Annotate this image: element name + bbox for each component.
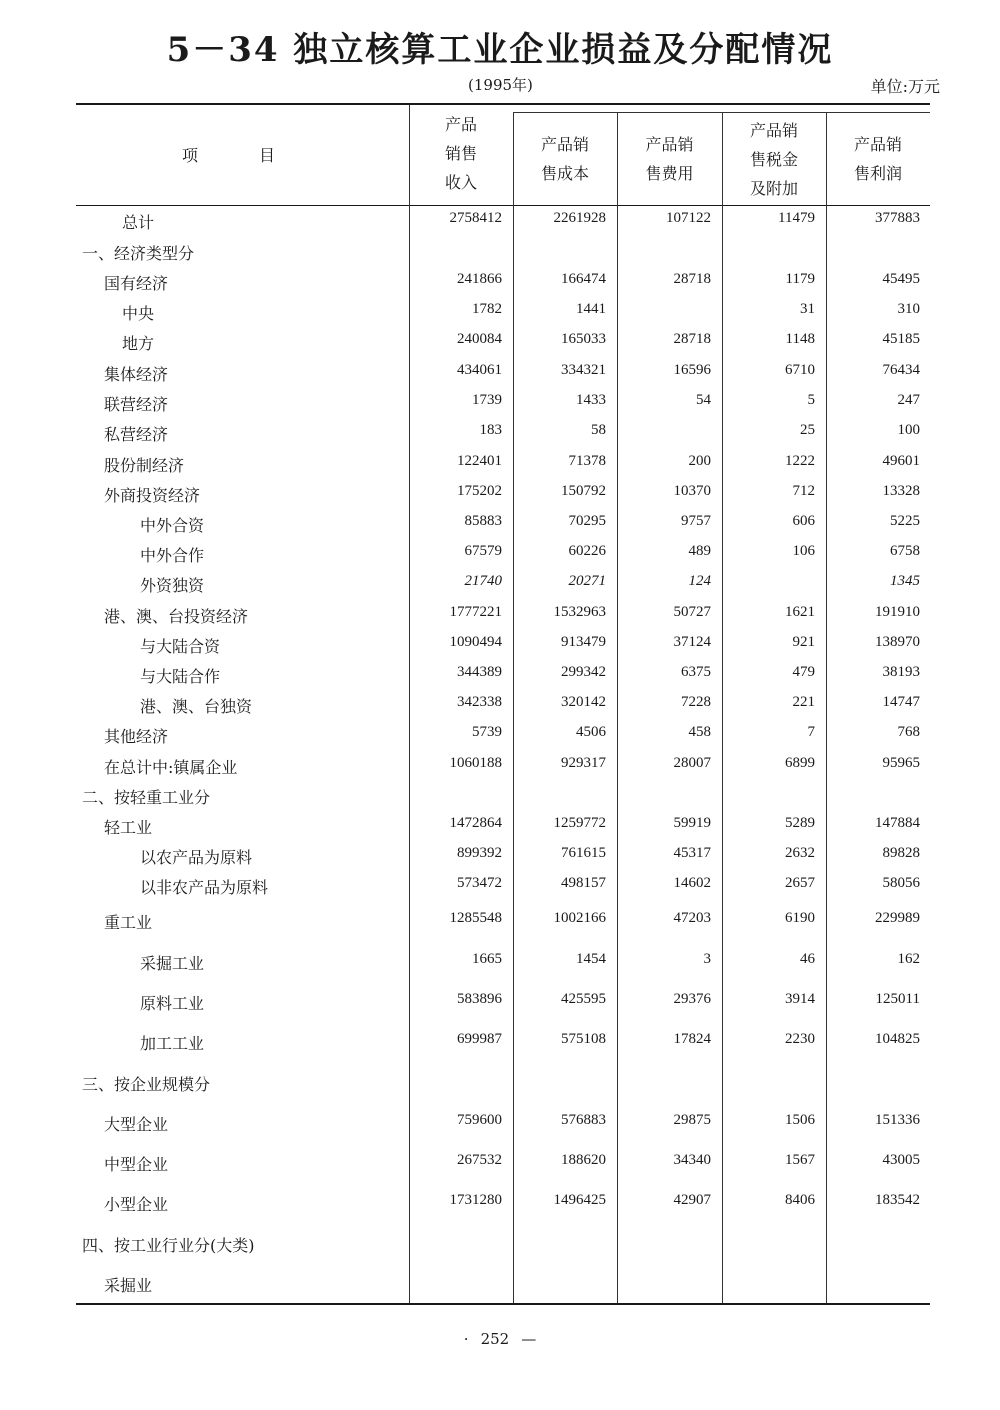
row-label: 中型企业 — [104, 1155, 169, 1174]
header-sales-revenue: 产品 销售 收入 — [444, 115, 477, 192]
table-row — [76, 418, 930, 448]
row-label: 以农产品为原料 — [140, 848, 253, 867]
cell-value: 6710 — [785, 362, 815, 378]
cell-value: 138970 — [875, 634, 920, 650]
cell-value: 125011 — [875, 991, 920, 1007]
table-row — [76, 660, 930, 690]
cell-value: 377883 — [875, 210, 920, 226]
table-row — [76, 1269, 930, 1299]
cell-value: 104825 — [875, 1031, 920, 1047]
cell-value: 334321 — [561, 362, 606, 378]
table-row — [76, 811, 930, 841]
cell-value: 241866 — [457, 271, 502, 287]
cell-value: 50727 — [673, 604, 711, 620]
table-row — [76, 449, 930, 479]
row-label: 与大陆合作 — [140, 667, 221, 686]
cell-value: 183 — [479, 422, 502, 438]
table-top-rule — [76, 103, 930, 105]
cell-value: 14602 — [673, 875, 711, 891]
cell-value: 14747 — [882, 694, 920, 710]
cell-value: 1782 — [472, 301, 502, 317]
cell-value: 54 — [696, 392, 711, 408]
cell-value: 310 — [897, 301, 920, 317]
cell-value: 29875 — [673, 1112, 711, 1128]
cell-value: 147884 — [875, 815, 920, 831]
cell-value: 899392 — [457, 845, 502, 861]
row-label: 外商投资经济 — [104, 486, 201, 505]
cell-value: 76434 — [882, 362, 920, 378]
header-sales-tax: 产品销 售税金 及附加 — [749, 121, 798, 198]
row-label: 港、澳、台投资经济 — [104, 607, 249, 626]
table-row — [76, 206, 930, 236]
table-row — [76, 327, 930, 357]
cell-value: 28718 — [673, 331, 711, 347]
row-label: 股份制经济 — [104, 456, 185, 475]
cell-value: 4506 — [576, 724, 606, 740]
cell-value: 16596 — [673, 362, 711, 378]
cell-value: 498157 — [561, 875, 606, 891]
cell-value: 191910 — [875, 604, 920, 620]
row-label: 原料工业 — [140, 994, 205, 1013]
table-row — [76, 237, 930, 267]
row-label: 三、按企业规模分 — [82, 1075, 211, 1094]
cell-value: 240084 — [457, 331, 502, 347]
table-row — [76, 388, 930, 418]
cell-value: 458 — [688, 724, 711, 740]
cell-value: 1259772 — [553, 815, 606, 831]
cell-value: 34340 — [673, 1152, 711, 1168]
table-row — [76, 358, 930, 388]
table-row — [76, 841, 930, 871]
table-row — [76, 1148, 930, 1178]
table-row — [76, 871, 930, 901]
cell-value: 247 — [897, 392, 920, 408]
cell-value: 229989 — [875, 910, 920, 926]
header-item: 项 目 — [181, 146, 304, 165]
row-label: 其他经济 — [104, 727, 169, 746]
table-row — [76, 630, 930, 660]
table-row — [76, 569, 930, 599]
cell-value: 49601 — [882, 453, 920, 469]
cell-value: 768 — [897, 724, 920, 740]
row-label: 大型企业 — [104, 1115, 169, 1134]
cell-value: 95965 — [882, 755, 920, 771]
cell-value: 1454 — [576, 951, 606, 967]
cell-value: 1567 — [785, 1152, 815, 1168]
cell-value: 6190 — [785, 910, 815, 926]
cell-value: 1148 — [785, 331, 815, 347]
cell-value: 45185 — [882, 331, 920, 347]
cell-value: 6899 — [785, 755, 815, 771]
cell-value: 13328 — [882, 483, 920, 499]
cell-value: 913479 — [561, 634, 606, 650]
cell-value: 1090494 — [449, 634, 502, 650]
page-title: 5－34 独立核算工业企业损益及分配情况 — [166, 30, 834, 70]
cell-value: 17824 — [673, 1031, 711, 1047]
row-label: 四、按工业行业分(大类) — [82, 1236, 255, 1255]
cell-value: 46 — [800, 951, 815, 967]
cell-value: 1222 — [785, 453, 815, 469]
cell-value: 342338 — [457, 694, 502, 710]
cell-value: 38193 — [882, 664, 920, 680]
cell-value: 58 — [591, 422, 606, 438]
cell-value: 162 — [897, 951, 920, 967]
cell-value: 200 — [688, 453, 711, 469]
cell-value: 8406 — [785, 1192, 815, 1208]
cell-value: 42907 — [673, 1192, 711, 1208]
cell-value: 7 — [807, 724, 815, 740]
cell-value: 20271 — [568, 573, 606, 589]
row-label: 以非农产品为原料 — [140, 878, 269, 897]
cell-value: 107122 — [666, 210, 711, 226]
table-row — [76, 1068, 930, 1098]
cell-value: 25 — [800, 422, 815, 438]
cell-value: 10370 — [673, 483, 711, 499]
cell-value: 1532963 — [553, 604, 606, 620]
cell-value: 85883 — [464, 513, 502, 529]
row-label: 联营经济 — [104, 395, 169, 414]
cell-value: 124 — [688, 573, 711, 589]
page-number: · 252 — — [463, 1330, 537, 1348]
cell-value: 1621 — [785, 604, 815, 620]
cell-value: 37124 — [673, 634, 711, 650]
row-label: 加工工业 — [140, 1034, 205, 1053]
cell-value: 489 — [688, 543, 711, 559]
cell-value: 267532 — [457, 1152, 502, 1168]
table-row — [76, 906, 930, 936]
cell-value: 1496425 — [553, 1192, 606, 1208]
cell-value: 1285548 — [449, 910, 502, 926]
cell-value: 106 — [792, 543, 815, 559]
header-sub-rule — [513, 112, 930, 113]
row-label: 私营经济 — [104, 425, 169, 444]
cell-value: 7228 — [681, 694, 711, 710]
cell-value: 43005 — [882, 1152, 920, 1168]
row-label: 采掘业 — [104, 1276, 153, 1295]
cell-value: 6758 — [890, 543, 920, 559]
cell-value: 28718 — [673, 271, 711, 287]
row-label: 中外合资 — [140, 516, 205, 535]
cell-value: 1665 — [472, 951, 502, 967]
table-row — [76, 720, 930, 750]
cell-value: 1060188 — [449, 755, 502, 771]
cell-value: 1002166 — [553, 910, 606, 926]
year-note: (1995年) — [468, 76, 533, 94]
row-label: 中央 — [122, 304, 155, 323]
cell-value: 921 — [792, 634, 815, 650]
cell-value: 47203 — [673, 910, 711, 926]
cell-value: 5225 — [890, 513, 920, 529]
cell-value: 59919 — [673, 815, 711, 831]
cell-value: 122401 — [457, 453, 502, 469]
header-sales-profit: 产品销 售利润 — [853, 135, 902, 183]
cell-value: 71378 — [568, 453, 606, 469]
cell-value: 3914 — [785, 991, 815, 1007]
cell-value: 165033 — [561, 331, 606, 347]
cell-value: 573472 — [457, 875, 502, 891]
header-sales-cost: 产品销 售成本 — [540, 135, 589, 183]
cell-value: 29376 — [673, 991, 711, 1007]
row-label: 一、经济类型分 — [82, 244, 195, 263]
cell-value: 11479 — [778, 210, 815, 226]
cell-value: 60226 — [568, 543, 606, 559]
cell-value: 434061 — [457, 362, 502, 378]
row-label: 地方 — [122, 334, 155, 353]
cell-value: 175202 — [457, 483, 502, 499]
table-row — [76, 297, 930, 327]
row-label: 二、按轻重工业分 — [82, 788, 211, 807]
row-label: 外资独资 — [140, 576, 205, 595]
cell-value: 1433 — [576, 392, 606, 408]
cell-value: 166474 — [561, 271, 606, 287]
cell-value: 151336 — [875, 1112, 920, 1128]
table-row — [76, 1229, 930, 1259]
cell-value: 1506 — [785, 1112, 815, 1128]
cell-value: 759600 — [457, 1112, 502, 1128]
row-label: 港、澳、台独资 — [140, 697, 253, 716]
cell-value: 344389 — [457, 664, 502, 680]
table-row — [76, 781, 930, 811]
cell-value: 712 — [792, 483, 815, 499]
cell-value: 5289 — [785, 815, 815, 831]
cell-value: 45317 — [673, 845, 711, 861]
cell-value: 299342 — [561, 664, 606, 680]
table-row — [76, 600, 930, 630]
cell-value: 6375 — [681, 664, 711, 680]
cell-value: 575108 — [561, 1031, 606, 1047]
cell-value: 2758412 — [449, 210, 502, 226]
cell-value: 45495 — [882, 271, 920, 287]
cell-value: 188620 — [561, 1152, 606, 1168]
cell-value: 1739 — [472, 392, 502, 408]
cell-value: 479 — [792, 664, 815, 680]
cell-value: 28007 — [673, 755, 711, 771]
cell-value: 221 — [792, 694, 815, 710]
cell-value: 100 — [897, 422, 920, 438]
table-row — [76, 947, 930, 977]
cell-value: 1777221 — [449, 604, 502, 620]
cell-value: 2261928 — [553, 210, 606, 226]
row-label: 采掘工业 — [140, 954, 205, 973]
row-label: 在总计中:镇属企业 — [104, 758, 238, 777]
cell-value: 70295 — [568, 513, 606, 529]
table-row — [76, 479, 930, 509]
row-label: 轻工业 — [104, 818, 153, 837]
cell-value: 1731280 — [449, 1192, 502, 1208]
cell-value: 1441 — [576, 301, 606, 317]
cell-value: 3 — [703, 951, 711, 967]
cell-value: 89828 — [882, 845, 920, 861]
cell-value: 929317 — [561, 755, 606, 771]
row-label: 与大陆合资 — [140, 637, 221, 656]
table-row — [76, 1108, 930, 1138]
table-row — [76, 1027, 930, 1057]
cell-value: 1179 — [785, 271, 815, 287]
cell-value: 21740 — [464, 573, 502, 589]
table-row — [76, 751, 930, 781]
cell-value: 583896 — [457, 991, 502, 1007]
cell-value: 2230 — [785, 1031, 815, 1047]
cell-value: 606 — [792, 513, 815, 529]
cell-value: 9757 — [681, 513, 711, 529]
table-row — [76, 1188, 930, 1218]
cell-value: 150792 — [561, 483, 606, 499]
cell-value: 699987 — [457, 1031, 502, 1047]
table-row — [76, 987, 930, 1017]
row-label: 国有经济 — [104, 274, 169, 293]
table-row — [76, 690, 930, 720]
cell-value: 1345 — [890, 573, 920, 589]
unit-note: 单位:万元 — [870, 77, 940, 96]
row-label: 总计 — [122, 213, 155, 232]
cell-value: 576883 — [561, 1112, 606, 1128]
cell-value: 5739 — [472, 724, 502, 740]
row-label: 中外合作 — [140, 546, 205, 565]
cell-value: 1472864 — [449, 815, 502, 831]
cell-value: 320142 — [561, 694, 606, 710]
table-row — [76, 267, 930, 297]
cell-value: 31 — [800, 301, 815, 317]
cell-value: 5 — [807, 392, 815, 408]
header-sales-expense: 产品销 售费用 — [645, 135, 694, 183]
cell-value: 2632 — [785, 845, 815, 861]
cell-value: 425595 — [561, 991, 606, 1007]
row-label: 小型企业 — [104, 1195, 169, 1214]
cell-value: 183542 — [875, 1192, 920, 1208]
cell-value: 58056 — [882, 875, 920, 891]
table-row — [76, 509, 930, 539]
table-bottom-rule — [76, 1303, 930, 1305]
cell-value: 67579 — [464, 543, 502, 559]
row-label: 集体经济 — [104, 365, 169, 384]
cell-value: 761615 — [561, 845, 606, 861]
cell-value: 2657 — [785, 875, 815, 891]
row-label: 重工业 — [104, 913, 153, 932]
table-row — [76, 539, 930, 569]
